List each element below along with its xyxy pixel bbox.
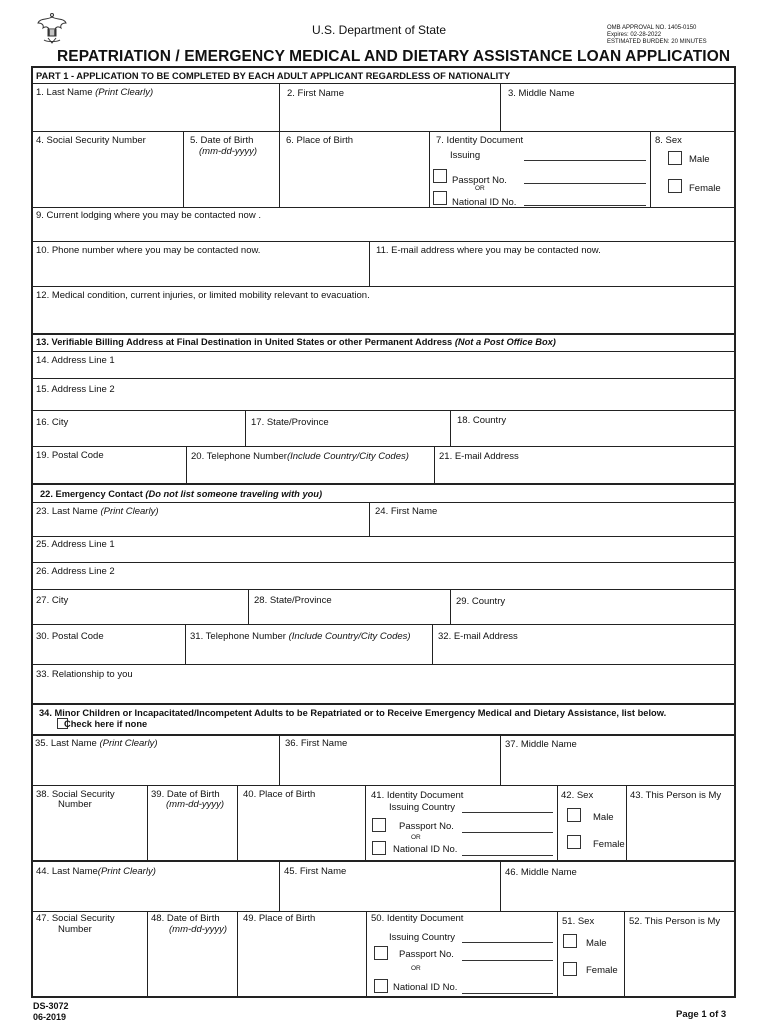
ec-city-label: 27. City [36, 595, 69, 606]
dob-label: 5. Date of Birth [190, 135, 254, 146]
minor1-place-of-birth-label: 40. Place of Birth [243, 789, 316, 800]
minor2-dob-format-note: (mm-dd-yyyy) [169, 924, 228, 935]
current-lodging-label: 9. Current lodging where you may be contacted now . [36, 210, 261, 221]
email-input[interactable] [373, 258, 734, 284]
minor1-first-name-label: 36. First Name [285, 738, 348, 749]
minor1-sex-female-label: Female [593, 839, 625, 850]
national-id-label: National ID No. [452, 197, 517, 208]
ec-postal-code-label: 30. Postal Code [36, 631, 104, 642]
sex-label: 8. Sex [655, 135, 682, 146]
ec-last-name-label: 23. Last Name (Print Clearly) [36, 506, 159, 517]
minor2-or-label: OR [411, 965, 421, 972]
omb-approval-number: OMB APPROVAL NO. 1405-0150 [607, 25, 697, 31]
state-province-label: 17. State/Province [251, 417, 329, 428]
address-line1-label: 14. Address Line 1 [36, 355, 115, 366]
minor1-sex-label: 42. Sex [561, 790, 594, 801]
first-name-input[interactable] [283, 100, 499, 128]
billing-email-label: 21. E-mail Address [439, 451, 519, 462]
first-name-label: 2. First Name [287, 88, 345, 99]
city-label: 16. City [36, 417, 69, 428]
address-line2-label: 15. Address Line 2 [36, 384, 115, 395]
passport-label: Passport No. [452, 175, 507, 186]
emergency-contact-heading: 22. Emergency Contact (Do not list someone traveling with you) [40, 489, 323, 499]
minor1-dob-label: 39. Date of Birth [151, 789, 220, 800]
minor2-place-of-birth-label: 49. Place of Birth [243, 913, 316, 924]
national-id-line[interactable] [524, 205, 646, 206]
ssn-label: 4. Social Security Number [36, 135, 146, 146]
issuing-label: Issuing [450, 150, 481, 161]
minor1-passport-checkbox[interactable] [372, 818, 386, 832]
sex-male-checkbox[interactable] [668, 151, 682, 165]
minor2-national-id-checkbox[interactable] [374, 979, 388, 993]
national-id-checkbox[interactable] [433, 191, 447, 205]
medical-condition-input[interactable] [34, 303, 734, 331]
place-of-birth-label: 6. Place of Birth [286, 135, 354, 146]
omb-burden: ESTIMATED BURDEN: 20 MINUTES [607, 39, 707, 45]
passport-line[interactable] [524, 183, 646, 184]
medical-condition-label: 12. Medical condition, current injuries, or limited mobility relevant to evacuation. [36, 290, 370, 301]
minor1-ssn-label-number: Number [58, 799, 92, 810]
minor2-sex-female-label: Female [586, 965, 618, 976]
minor1-or-label: OR [411, 834, 421, 841]
or-label: OR [475, 185, 485, 192]
sex-female-checkbox[interactable] [668, 179, 682, 193]
relationship-input[interactable] [34, 682, 734, 702]
middle-name-label: 3. Middle Name [508, 88, 575, 99]
minor2-ssn-label: 47. Social Security [36, 913, 115, 924]
minor2-last-name-label: 44. Last Name(Print Clearly) [36, 866, 156, 877]
minor1-identity-document-label: 41. Identity Document [371, 790, 464, 801]
passport-checkbox[interactable] [433, 169, 447, 183]
billing-address-heading: 13. Verifiable Billing Address at Final Destination in United States or other Permanent Address (Not a Post Office Box) [36, 337, 556, 347]
minor1-sex-female-checkbox[interactable] [567, 835, 581, 849]
email-label: 11. E-mail address where you may be contacted now. [376, 245, 601, 256]
minor2-sex-male-label: Male [586, 938, 607, 949]
dob-format-note: (mm-dd-yyyy) [199, 146, 258, 157]
minor2-middle-name-label: 46. Middle Name [505, 867, 577, 878]
minor1-passport-line[interactable] [462, 832, 553, 833]
country-label: 18. Country [457, 415, 507, 426]
postal-code-label: 19. Postal Code [36, 450, 104, 461]
check-if-none-label: Check here if none [64, 719, 148, 729]
minor2-national-id-line[interactable] [462, 993, 553, 994]
minor1-sex-male-checkbox[interactable] [567, 808, 581, 822]
ec-address-line2-label: 26. Address Line 2 [36, 566, 115, 577]
minor2-dob-label: 48. Date of Birth [151, 913, 220, 924]
ec-country-label: 29. Country [456, 596, 506, 607]
form-revision-date: 06-2019 [33, 1012, 67, 1022]
form-number: DS-3072 [33, 1001, 69, 1011]
minor2-sex-male-checkbox[interactable] [563, 934, 577, 948]
phone-label: 10. Phone number where you may be contacted now. [36, 245, 261, 256]
issuing-line[interactable] [524, 160, 646, 161]
minor-children-heading: 34. Minor Children or Incapacitated/Incompetent Adults to be Repatriated or to Receive Emergency Medical and Dietary Assistance, list below. [39, 708, 667, 718]
telephone-label: 20. Telephone Number(Include Country/City Codes) [191, 451, 409, 462]
ec-state-province-label: 28. State/Province [254, 595, 332, 606]
sex-male-label: Male [689, 154, 710, 165]
page-number: Page 1 of 3 [676, 1009, 727, 1020]
ec-email-label: 32. E-mail Address [438, 631, 518, 642]
relationship-label: 33. Relationship to you [36, 669, 133, 680]
ec-telephone-label: 31. Telephone Number (Include Country/City Codes) [190, 631, 411, 642]
minor2-issuing-country-label: Issuing Country [389, 932, 456, 943]
minor1-national-id-checkbox[interactable] [372, 841, 386, 855]
ec-address-line1-label: 25. Address Line 1 [36, 539, 115, 550]
last-name-label: 1. Last Name (Print Clearly) [36, 87, 154, 98]
ec-address-line1-input[interactable] [140, 538, 734, 560]
last-name-input[interactable] [34, 100, 278, 128]
identity-document-label: 7. Identity Document [436, 135, 524, 146]
minor1-national-id-label: National ID No. [393, 844, 458, 855]
minor1-national-id-line[interactable] [462, 855, 553, 856]
minor2-sex-female-checkbox[interactable] [563, 962, 577, 976]
minor2-passport-checkbox[interactable] [374, 946, 388, 960]
minor2-national-id-label: National ID No. [393, 982, 458, 993]
omb-expiration: Expires: 02-28-2022 [607, 32, 662, 38]
minor1-passport-label: Passport No. [399, 821, 454, 832]
minor2-relationship-label: 52. This Person is My [629, 916, 721, 927]
minor2-first-name-label: 45. First Name [284, 866, 347, 877]
middle-name-input[interactable] [504, 100, 734, 128]
minor1-sex-male-label: Male [593, 812, 614, 823]
state-department-seal-icon [35, 12, 69, 46]
part1-heading: PART 1 - APPLICATION TO BE COMPLETED BY EACH ADULT APPLICANT REGARDLESS OF NATIONALITY [36, 71, 511, 81]
current-lodging-input[interactable] [34, 222, 734, 241]
minor1-issuing-country-label: Issuing Country [389, 802, 456, 813]
address-line2-input[interactable] [140, 382, 734, 404]
minor2-issuing-line[interactable] [462, 942, 553, 943]
form-title: REPATRIATION / EMERGENCY MEDICAL AND DIETARY ASSISTANCE LOAN APPLICATION [57, 48, 731, 65]
sex-female-label: Female [689, 183, 721, 194]
minor2-ssn-label-number: Number [58, 924, 92, 935]
phone-input[interactable] [34, 258, 368, 284]
ec-first-name-label: 24. First Name [375, 506, 438, 517]
ec-address-line2-input[interactable] [140, 565, 734, 587]
minor1-middle-name-label: 37. Middle Name [505, 739, 577, 750]
minor1-dob-format-note: (mm-dd-yyyy) [166, 799, 225, 810]
minor1-issuing-line[interactable] [462, 812, 553, 813]
minor1-relationship-label: 43. This Person is My [630, 790, 722, 801]
minor2-sex-label: 51. Sex [562, 916, 595, 927]
minor2-identity-document-label: 50. Identity Document [371, 913, 464, 924]
minor1-ssn-label: 38. Social Security [36, 789, 115, 800]
minor2-passport-line[interactable] [462, 960, 553, 961]
minor2-passport-label: Passport No. [399, 949, 454, 960]
minor1-last-name-label: 35. Last Name (Print Clearly) [35, 738, 158, 749]
address-line1-input[interactable] [140, 354, 734, 374]
department-name: U.S. Department of State [312, 23, 447, 37]
